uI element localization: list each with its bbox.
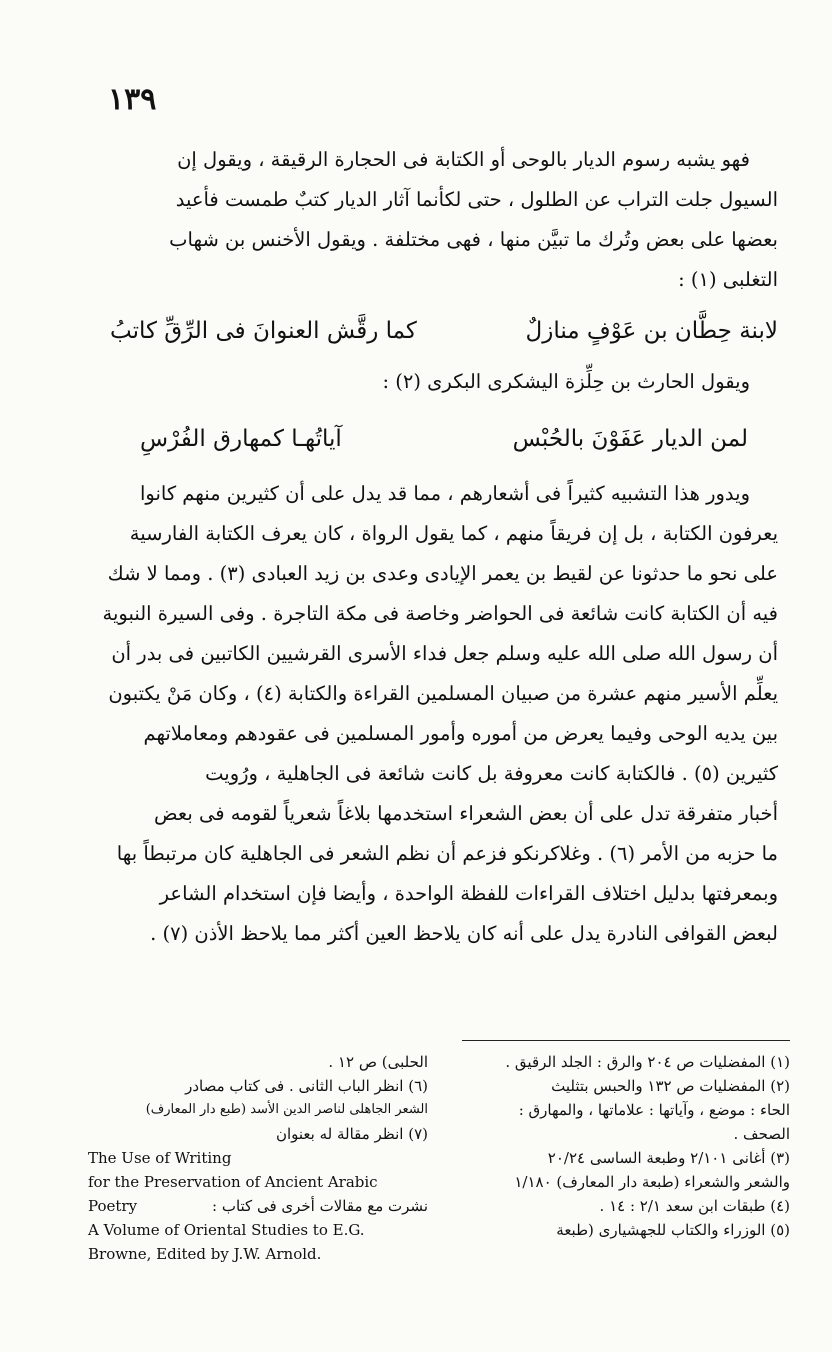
footnote-line: الصحف . xyxy=(733,1125,790,1143)
text-line: كثيرين (٥) . فالكتابة كانت معروفة بل كانت شائعة فى الجاهلية ، ورُويت xyxy=(205,762,778,785)
text-line: التغلبى (١) : xyxy=(678,268,778,291)
footnote-line: (٥) الوزراء والكتاب للجهشيارى (طبعة xyxy=(556,1221,790,1239)
footnotes-left-column xyxy=(88,1050,428,1266)
footnote-line: (١) المفضليات ص ٢٠٤ والرق : الجلد الرقيق . xyxy=(505,1053,790,1071)
footnote-latin-line: The Use of Writing xyxy=(88,1149,232,1167)
verse-1 xyxy=(100,304,778,358)
footnote-line: (٢) المفضليات ص ١٣٢ والحبس بتثليث xyxy=(551,1077,790,1095)
footnote-line: الحلبى) ص ١٢ . xyxy=(328,1053,428,1071)
footnote-separator xyxy=(462,1040,790,1041)
footnote-mixed-line xyxy=(88,1194,428,1218)
verse-2 xyxy=(100,412,778,466)
text-line: ويدور هذا التشبيه كثيراً فى أشعارهم ، مما قد يدل على أن كثيرين منهم كانوا xyxy=(139,482,750,505)
footnote-line: (٣) أغانى ٢/١٠١ وطبعة الساسى ٢٠/٢٤ xyxy=(547,1149,790,1167)
text-line: السيول جلت التراب عن الطلول ، حتى لكأنما آثار الديار كتبٌ طمست فأعيد xyxy=(175,188,778,211)
text-line: أن رسول الله صلى الله عليه وسلم جعل فداء الأسرى القرشيين الكاتبين فى بدر أن xyxy=(111,642,778,665)
footnote-latin-line: A Volume of Oriental Studies to E.G. xyxy=(88,1221,365,1239)
main-text xyxy=(100,140,778,954)
verse-1-first-hemistich: لابنة حِطَّان بن عَوْفٍ منازلٌ xyxy=(525,318,778,344)
footnote-line: الشعر الجاهلى لناصر الدين الأسد (طبع دار المعارف) xyxy=(145,1102,428,1117)
text-line: فيه أن الكتابة كانت شائعة فى الحواضر وخاصة فى مكة التاجرة . وفى السيرة النبوية xyxy=(102,602,778,625)
verse-1-second-hemistich: كما رقَّش العنوانَ فى الرِّقِّ كاتبُ xyxy=(110,318,417,344)
text-line: بين يديه الوحى وفيما يعرض من أموره وأمور المسلمين فى عقودهم ومعاملاتهم xyxy=(143,722,778,745)
text-line: يعرفون الكتابة ، بل إن فريقاً منهم ، كما يقول الرواة ، كان يعرف الكتابة الفارسية xyxy=(129,522,778,545)
text-line: ما حزبه من الأمر (٦) . وغلاكرنكو فزعم أن نظم الشعر فى الجاهلية كان مرتبطاً بها xyxy=(116,842,778,865)
text-line: أخبار متفرقة تدل على أن بعض الشعراء استخدمها بلاغاً شعرياً لقومه فى بعض xyxy=(154,802,778,825)
footnote-line: والشعر والشعراء (طبعة دار المعارف) ١/١٨٠ xyxy=(514,1173,790,1191)
text-line: لبعض القوافى النادرة يدل على أنه كان يلاحظ العين أكثر مما يلاحظ الأذن (٧) . xyxy=(150,922,778,945)
footnote-line: (٧) انظر مقالة له بعنوان xyxy=(275,1125,428,1143)
text-line: وبمعرفتها بدليل اختلاف القراءات للفظة الواحدة ، وأيضا فإن استخدام الشاعر xyxy=(159,882,778,905)
page-number: ١٣٩ xyxy=(108,82,157,117)
text-line: على نحو ما حدثونا عن لقيط بن يعمر الإيادى وعدى بن زيد العبادى (٣) . ومما لا شك xyxy=(107,562,778,585)
text-line: يعلِّم الأسير منهم عشرة من صبيان المسلمين القراءة والكتابة (٤) ، وكان مَنْ يكتبون xyxy=(108,682,778,705)
verse-2-second-hemistich: آياتُهـا كمهارق الفُرْسِ xyxy=(140,426,342,452)
footnote-line: (٤) طبقات ابن سعد ٢/١ : ١٤ . xyxy=(599,1197,790,1215)
footnote-arabic-part: نشرت مع مقالات أخرى فى كتاب : xyxy=(212,1197,428,1215)
footnote-latin-part: Poetry xyxy=(88,1197,138,1215)
verse-2-first-hemistich: لمن الديار عَفَوْنَ بالحُبْس xyxy=(512,426,748,452)
footnote-latin-line: for the Preservation of Ancient Arabic xyxy=(88,1173,378,1191)
footnote-line: (٦) انظر الباب الثانى . فى كتاب مصادر xyxy=(185,1077,428,1095)
footnote-latin-line: Browne, Edited by J.W. Arnold. xyxy=(88,1245,322,1263)
text-line: ويقول الحارث بن حِلِّزة اليشكرى البكرى (٢) : xyxy=(382,370,750,393)
footnote-line: الحاء : موضع ، وآياتها : علاماتها ، والمهارق : xyxy=(518,1101,790,1119)
text-line: بعضها على بعض وتُرك ما تبيَّن منها ، فهى مختلفة . ويقول الأخنس بن شهاب xyxy=(169,228,778,251)
text-line: فهو يشبه رسوم الديار بالوحى أو الكتابة فى الحجارة الرقيقة ، ويقول إن xyxy=(177,148,750,171)
footnotes-right-column xyxy=(462,1050,790,1242)
